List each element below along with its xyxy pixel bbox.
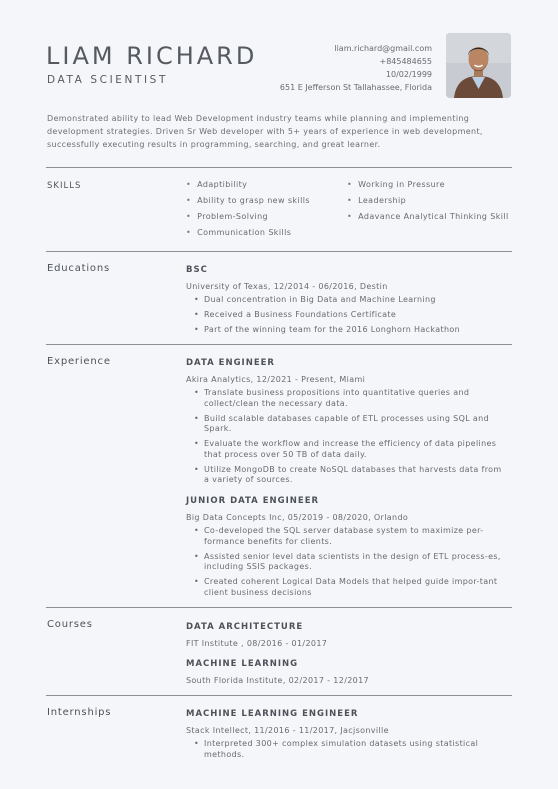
section-title-courses: Courses [47,619,93,630]
contact-dob: 10/02/1999 [385,70,432,79]
skill-item: • Problem-Solving [186,209,310,225]
section-title-experience: Experience [47,356,111,367]
skill-item: • Working in Pressure [347,177,509,193]
course-name: DATA ARCHITECTURE [186,622,304,632]
internship-detail: Stack Intellect, 11/2016 - 11/2017, Jacjsonville [186,726,389,735]
course-detail: FIT Institute , 08/2016 - 01/2017 [186,639,328,648]
list-item: • Translate business propositions into quantitative queries and collect/clean the necessary data. [186,388,504,409]
divider [46,251,512,252]
experience-role: DATA ENGINEER [186,358,275,368]
contact-email[interactable]: liam.richard@gmail.com [334,44,432,53]
list-item: • Dual concentration in Big Data and Machine Learning [186,295,504,306]
divider [46,167,512,168]
candidate-name: LIAM RICHARD [46,42,258,70]
profile-photo [446,33,511,98]
section-title-internships: Internships [47,707,112,718]
list-item: • Evaluate the workflow and increase the efficiency of data pipelines that process over 50 TB of data daily. [186,439,504,460]
education-detail: University of Texas, 12/2014 - 06/2016, Destin [186,282,388,291]
contact-address: 651 E Jefferson St Tallahassee, Florida [279,83,432,92]
list-item: • Build scalable databases capable of ETL processes using SQL and Spark. [186,414,504,435]
skill-item: • Adavance Analytical Thinking Skill [347,209,509,225]
experience-entry [186,358,516,490]
skill-item: • Ability to grasp new skills [186,193,310,209]
experience-bullets [186,526,516,598]
list-item: • Interpreted 300+ complex simulation datasets using statistical methods. [186,739,504,760]
contact-phone[interactable]: +845484655 [379,57,432,66]
list-item: • Received a Business Foundations Certificate [186,310,504,321]
section-title-education: Educations [47,263,110,274]
course-entry [186,659,516,687]
skill-item: • Leadership [347,193,509,209]
candidate-role: DATA SCIENTIST [47,74,168,86]
experience-entry [186,496,516,603]
contact-block [280,42,432,94]
skill-item: • Communication Skills [186,225,310,241]
list-item: • Part of the winning team for the 2016 Longhorn Hackathon [186,325,504,336]
experience-bullets [186,388,516,486]
experience-role: JUNIOR DATA ENGINEER [186,496,320,506]
course-detail: South Florida Institute, 02/2017 - 12/2017 [186,676,369,685]
profile-summary: Demonstrated ability to lead Web Development industry teams while planning and implementing development strategies. Driven Sr Web developer with 5+ years of experience in web development, successfully executing results in programming, searching, and great learner. [47,114,483,149]
list-item: • Utilize MongoDB to create NoSQL databases that harvests data from a variety of sources. [186,465,504,486]
course-name: MACHINE LEARNING [186,659,299,669]
list-item: • Co-developed the SQL server database system to maximize per-formance benefits for clients. [186,526,504,547]
person-photo-icon [446,33,511,98]
section-title-skills: SKILLS [47,181,82,191]
education-bullets [186,295,516,336]
internship-role: MACHINE LEARNING ENGINEER [186,709,359,719]
education-degree: BSC [186,265,208,275]
course-entry [186,622,516,650]
divider [46,695,512,696]
divider [46,607,512,608]
internship-bullets [186,739,516,760]
divider [46,344,512,345]
skills-column-2 [347,177,509,225]
skill-item: • Adaptibility [186,177,310,193]
list-item: • Created coherent Logical Data Models that helped guide impor-tant client business decisions [186,577,504,598]
experience-detail: Akira Analytics, 12/2021 - Present, Miami [186,375,366,384]
education-entry [186,265,516,340]
skills-column-1 [186,177,310,241]
list-item: • Assisted senior level data scientists in the design of ETL process-es, including SSIS packages. [186,552,504,573]
internship-entry [186,709,516,765]
experience-detail: Big Data Concepts Inc, 05/2019 - 08/2020, Orlando [186,513,409,522]
